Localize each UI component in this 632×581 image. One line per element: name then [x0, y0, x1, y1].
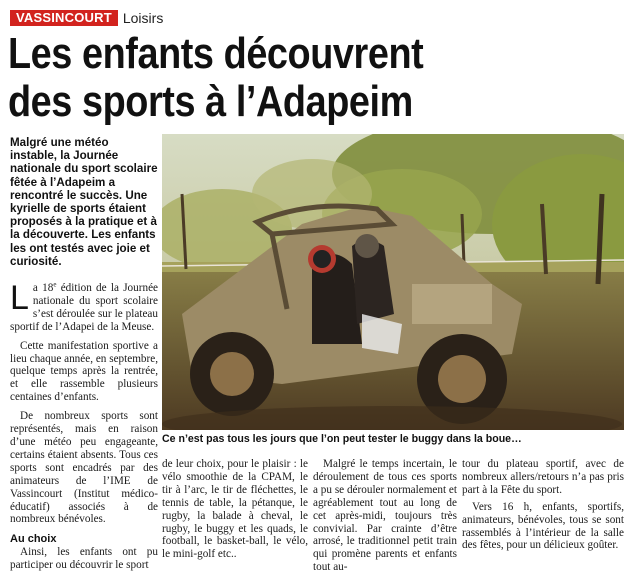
article-column-3	[313, 458, 457, 574]
buggy-photo-illustration	[162, 134, 624, 430]
section-header	[10, 10, 163, 26]
paragraph: De nombreux sports sont représentés, mais en raison d’une météo peu engageante, certains étaient absents. Tous ces sports sont encadrés par des animateurs de l’IME de Vassincourt (Institut médico-éducatif) associés à de nombreux bénévoles.	[10, 410, 158, 526]
article-column-1	[10, 279, 158, 572]
article-photo	[162, 134, 624, 430]
drop-cap: L	[10, 279, 29, 317]
paragraph: de leur choix, pour le plaisir : le vélo smoothie de la CPAM, le tir à l’arc, le tir de fléchettes, le tennis de table, la pétanque, le rugby, la balade à cheval, le rugby, le buggy et les quads, le football, le basket-ball, le vélo, le mini-golf etc..	[162, 458, 308, 561]
headline-line-1: Les enfants découvrent	[8, 29, 424, 78]
paragraph: Cette manifestation sportive a lieu chaque année, en septembre, quelque temps après la rentrée, et elle rassemble plusieurs centaines d’enfants.	[10, 339, 158, 404]
paragraph: tour du plateau sportif, avec de nombreux allers/retours n’a pas pris part à la Fête du sport.	[462, 458, 624, 496]
headline-line-2: des sports à l’Adapeim	[8, 77, 413, 126]
article-headline	[8, 30, 541, 126]
paragraph: Ainsi, les enfants ont pu participer ou découvrir le sport	[10, 546, 158, 572]
article-standfirst: Malgré une météo instable, la Journée nationale du sport scolaire fêtée à l’Adapeim a rencontré le succès. Une kyrielle de sports étaient proposés à la pratique et à la découverte. Les enfants les ont testés avec joie et curiosité.	[10, 136, 158, 268]
article-column-2	[162, 458, 308, 561]
section-badge: VASSINCOURT	[10, 10, 118, 26]
subheading: Au choix	[10, 533, 57, 546]
paragraph: Vers 16 h, enfants, sportifs, animateurs, bénévoles, tous se sont rassemblés à l’intérieur de la salle des fêtes, pour un délicieux goûter.	[462, 500, 624, 552]
photo-caption: Ce n’est pas tous les jours que l’on peut tester le buggy dans la boue…	[162, 433, 522, 445]
paragraph-intro: La 18e édition de la Journée nationale du sport scolaire s’est déroulée sur le plateau sportif de l’Adapei de la Meuse.	[10, 279, 158, 333]
paragraph: Malgré le temps incertain, le déroulement de tous ces sports a pu se dérouler normalement et agréablement tout au long de cet après-midi, toujours très convivial. Par crainte d’être arrosé, le traditionnel petit train qui promène parents et enfants tout au-	[313, 458, 457, 574]
rubric-label: Loisirs	[122, 10, 164, 26]
article-column-4	[462, 458, 624, 552]
